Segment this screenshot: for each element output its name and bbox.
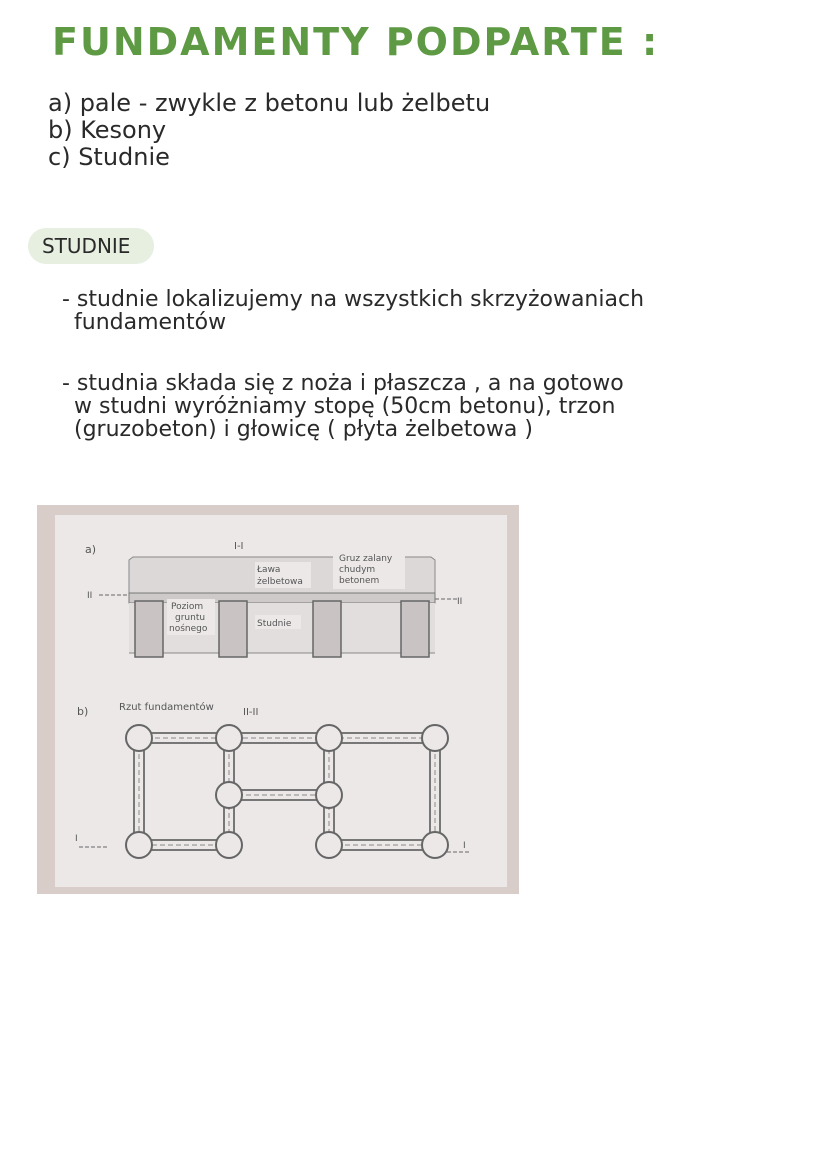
note-line: - studnie lokalizujemy na wszystkich skrzyżowaniach <box>62 287 645 312</box>
list-item: c) Studnie <box>48 143 170 171</box>
list-item: b) Kesony <box>48 116 167 144</box>
note-line: - studnia składa się z noża i płaszcza , a na gotowo <box>62 371 624 396</box>
well-column <box>219 601 247 657</box>
label-betonem: betonem <box>339 576 380 586</box>
foundation-figure-photo <box>37 505 519 894</box>
section-label-II-II: II-II <box>243 707 259 718</box>
section-badge: STUDNIE <box>28 228 154 264</box>
label-studnie: Studnie <box>257 619 292 629</box>
foundation-type-list <box>48 90 490 171</box>
note-paragraph <box>62 372 624 441</box>
well-column <box>401 601 429 657</box>
label-gruntu: gruntu <box>175 613 206 623</box>
figure-label-a: a) <box>85 543 97 556</box>
note-paragraph <box>62 288 644 334</box>
note-line: fundamentów <box>74 310 227 335</box>
label-poziom: Poziom <box>171 602 204 612</box>
foundation-diagram <box>37 505 519 894</box>
list-item: a) pale - zwykle z betonu lub żelbetu <box>48 89 491 117</box>
well-column <box>313 601 341 657</box>
note-line: (gruzobeton) i głowicę ( płyta żelbetowa ) <box>74 417 533 442</box>
label-chudym: chudym <box>339 565 376 575</box>
section-label-I-I: I-I <box>234 541 244 552</box>
label-nosnego: nośnego <box>169 624 208 634</box>
plan-title: Rzut fundamentów <box>119 702 214 713</box>
well-column <box>135 601 163 657</box>
label-gruz: Gruz zalany <box>339 554 393 564</box>
note-line: w studni wyróżniamy stopę (50cm betonu), trzon <box>74 394 616 419</box>
page-title: FUNDAMENTY PODPARTE : <box>52 20 660 64</box>
label-zelbetowa: żelbetowa <box>257 577 303 587</box>
section-mark-I: I <box>75 834 78 844</box>
label-lawa: Ława <box>257 565 281 575</box>
section-mark-I: I <box>463 841 466 851</box>
figure-label-b: b) <box>77 705 89 718</box>
section-mark-II: II <box>457 597 463 607</box>
section-mark-II: II <box>87 591 93 601</box>
